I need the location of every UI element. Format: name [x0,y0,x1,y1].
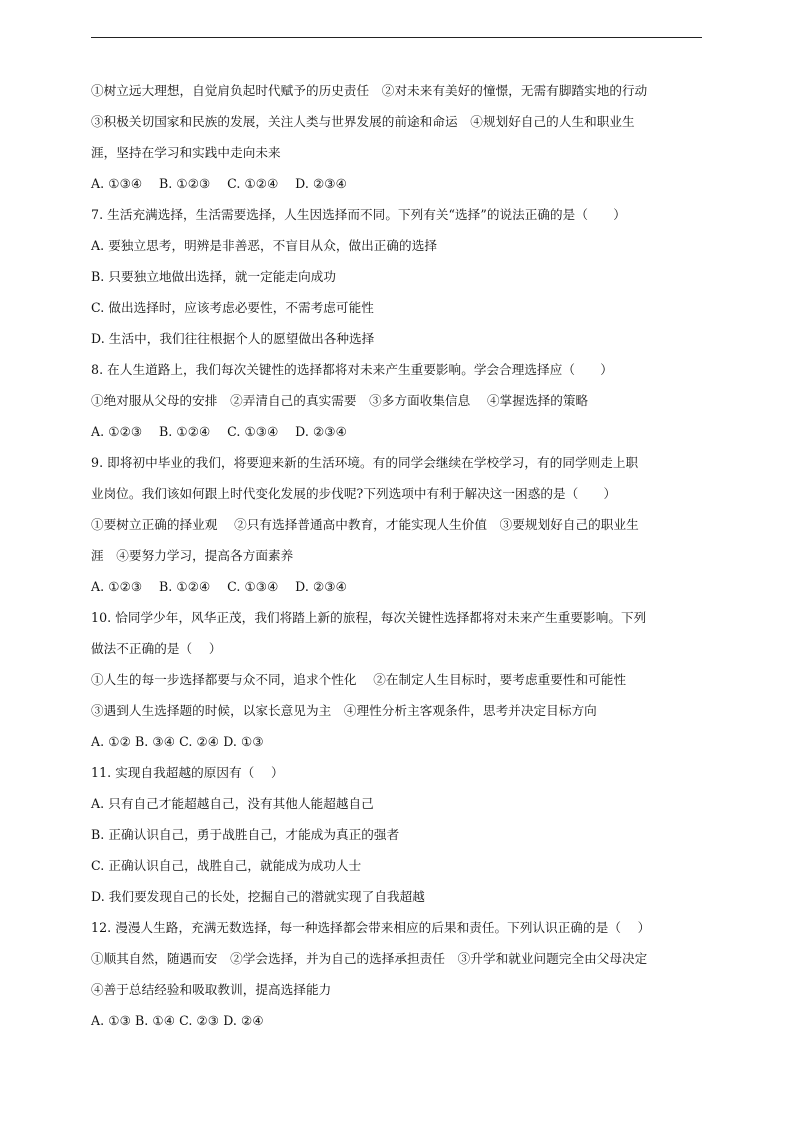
choice-c: C. 做出选择时，应该考虑必要性，不需考虑可能性 [91,300,374,315]
choice-a: A. 只有自己才能超越自己，没有其他人能超越自己 [91,796,374,811]
option-line: 涯 ④要努力学习，提高各方面素养 [91,548,294,563]
header-rule [91,37,702,38]
answer-choices: A. ①② B. ③④ C. ②④ D. ①③ [91,734,264,749]
choice-c: C. 正确认识自己，战胜自己，就能成为成功人士 [91,858,362,873]
option-line: ①人生的每一步选择都要与众不同，追求个性化 ②在制定人生目标时，要考虑重要性和可能性 [91,672,627,687]
question-8: 8. 在人生道路上，我们每次关键性的选择都将对未来产生重要影响。学会合理选择应（ ） [91,362,613,377]
choice-d: D. 生活中，我们往往根据个人的愿望做出各种选择 [91,331,375,346]
question-9: 9. 即将初中毕业的我们，将要迎来新的生活环境。有的同学会继续在学校学习，有的同学则走上职 [91,455,639,470]
option-line: ③积极关切国家和民族的发展，关注人类与世界发展的前途和命运 ④规划好自己的人生和职业生 [91,114,635,129]
option-line: ①绝对服从父母的安排 ②弄清自己的真实需要 ③多方面收集信息 ④掌握选择的策略 [91,393,589,408]
question-12: 12. 漫漫人生路，充满无数选择，每一种选择都会带来相应的后果和责任。下列认识正确的是（ ） [91,920,651,935]
answer-choices: A. ①③④ B. ①②③ C. ①②④ D. ②③④ [91,176,347,191]
question-11: 11. 实现自我超越的原因有（ ） [91,765,284,780]
choice-d: D. 我们要发现自己的长处，挖掘自己的潜就实现了自我超越 [91,889,425,904]
question-10-cont: 做法不正确的是（ ） [91,641,222,656]
question-10: 10. 恰同学少年，风华正茂，我们将踏上新的旅程，每次关键性选择都将对未来产生重要影响。下列 [91,610,647,625]
choice-a: A. 要独立思考，明辨是非善恶，不盲目从众，做出正确的选择 [91,238,437,253]
option-line: ③遇到人生选择题的时候，以家长意见为主 ④理性分析主客观条件，思考并决定目标方向 [91,703,597,718]
choice-b: B. 正确认识自己，勇于战胜自己，才能成为真正的强者 [91,827,400,842]
answer-choices: A. ①②③ B. ①②④ C. ①③④ D. ②③④ [91,424,347,439]
page-content [91,80,711,1041]
choice-b: B. 只要独立地做出选择，就一定能走向成功 [91,269,336,284]
option-line: ①顺其自然，随遇而安 ②学会选择，并为自己的选择承担责任 ③升学和就业问题完全由父母决定 [91,951,648,966]
answer-choices: A. ①③ B. ①④ C. ②③ D. ②④ [91,1013,264,1028]
option-line: ④善于总结经验和吸取教训，提高选择能力 [91,982,332,997]
option-line: ①树立远大理想，自觉肩负起时代赋予的历史责任 ②对未来有美好的憧憬，无需有脚踏实地的行动 [91,83,648,98]
question-9-cont: 业岗位。我们该如何跟上时代变化发展的步伐呢?下列选项中有利于解决这一困惑的是（ ） [91,486,617,501]
option-line: 涯，坚持在学习和实践中走向未来 [91,145,281,160]
answer-choices: A. ①②③ B. ①②④ C. ①③④ D. ②③④ [91,579,347,594]
option-line: ①要树立正确的择业观 ②只有选择普通高中教育，才能实现人生价值 ③要规划好自己的职业生 [91,517,639,532]
question-7: 7. 生活充满选择，生活需要选择，人生因选择而不同。下列有关“选择”的说法正确的是（ ） [91,207,626,222]
